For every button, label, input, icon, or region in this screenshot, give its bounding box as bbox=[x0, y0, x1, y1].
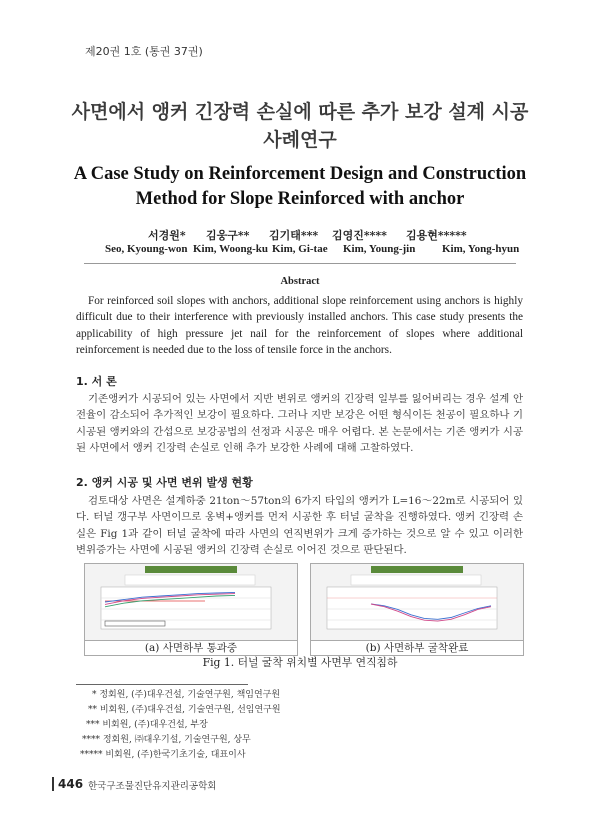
author-kr: 김기태*** bbox=[269, 229, 319, 242]
figure-b-chart bbox=[310, 563, 524, 641]
author-en: Seo, Kyoung-won bbox=[105, 243, 188, 255]
figure-a-svg bbox=[85, 564, 297, 640]
footnote: ***** 비회원, (주)한국기초기술, 대표이사 bbox=[80, 750, 246, 760]
section-2-text: 검토대상 사면은 설계하중 21ton～57ton의 6가지 타입의 앵커가 L=16～22m로 시공되어 있다. 터널 갱구부 사면이므로 옹벽+앵커를 먼저 시공한 후 터널 굴착을 진행하였다. 앵커 긴장력 손실은 Fig 1과 같이 터널 굴착에 따라 사면의 연직변위가 크게 증가하는 것으로 알 수 있고 이러한 변위증가는 사면에 시공된 앵커의 긴장력 손실로 이어진 것으로 판단된다. bbox=[76, 495, 523, 557]
footnote-divider bbox=[76, 684, 248, 685]
plot-area bbox=[327, 587, 497, 629]
figure-a-caption: (a) 사면하부 통과중 bbox=[84, 640, 298, 656]
footnote: * 정회원, (주)대우건설, 기술연구원, 책임연구원 bbox=[92, 690, 281, 700]
author-kr: 서경원* bbox=[148, 229, 186, 242]
author-en: Kim, Yong-hyun bbox=[442, 243, 520, 255]
figure-b-caption: (b) 사면하부 굴착완료 bbox=[310, 640, 524, 656]
author-en: Kim, Gi-tae bbox=[272, 243, 328, 255]
journal-name: 한국구조물진단유지관리공학회 bbox=[88, 781, 217, 792]
page-number: 446 bbox=[58, 777, 84, 791]
divider bbox=[84, 263, 516, 264]
plot-area bbox=[101, 587, 271, 629]
legend-box bbox=[351, 575, 481, 585]
footnote: ** 비회원, (주)대우건설, 기술연구원, 선임연구원 bbox=[88, 705, 281, 715]
author-kr: 김영진**** bbox=[332, 229, 387, 242]
title-english-line2: Method for Slope Reinforced with anchor bbox=[135, 189, 465, 209]
figure-a-chart bbox=[84, 563, 298, 641]
section-1-heading: 1. 서 론 bbox=[76, 375, 117, 388]
journal-issue-header: 제20권 1호 (통권 37권) bbox=[85, 45, 203, 58]
author-kr: 김웅구** bbox=[206, 229, 250, 242]
footnote: **** 정회원, ㈜대우기설, 기술연구원, 상무 bbox=[82, 735, 251, 745]
abstract-text: For reinforced soil slopes with anchors, additional slope reinforcement using anchors is highly difficult due to their interference with previously installed anchors. This case study presents the applicability of high pressure jet nail for the reinforcement of slopes where additional reinforcement is needed due to the loss of tensile force in the anchors. bbox=[76, 295, 523, 356]
figure-b-svg bbox=[311, 564, 523, 640]
title-korean-line1: 사면에서 앵커 긴장력 손실에 따른 추가 보강 설계 시공 bbox=[71, 101, 529, 123]
title-korean-line2: 사례연구 bbox=[263, 129, 337, 151]
section-2-heading: 2. 앵커 시공 및 사면 변위 발생 현황 bbox=[76, 476, 253, 489]
figure-caption: Fig 1. 터널 굴착 위치별 사면부 연직침하 bbox=[202, 656, 398, 669]
footer-bar bbox=[52, 777, 54, 791]
footnote: *** 비회원, (주)대우건설, 부장 bbox=[86, 720, 208, 730]
chart-title-bar bbox=[145, 566, 237, 573]
author-kr: 김용현***** bbox=[406, 229, 467, 242]
abstract-heading: Abstract bbox=[280, 276, 320, 287]
author-en: Kim, Young-jin bbox=[343, 243, 416, 255]
author-en: Kim, Woong-ku bbox=[193, 243, 268, 255]
legend-box bbox=[125, 575, 255, 585]
chart-title-bar bbox=[371, 566, 463, 573]
title-english-line1: A Case Study on Reinforcement Design and Construction bbox=[73, 164, 527, 184]
section-1-text: 기존앵커가 시공되어 있는 사면에서 지반 변위로 앵커의 긴장력 일부를 잃어버리는 경우 설계 안전율이 감소되어 추가적인 보강이 필요하다. 그러나 지반 보강은 어떤 형식이든 천공이 필요하나 기 시공된 앵커와의 간섭으로 보강공법의 선정과 시공은 매우 어렵다. 본 논문에서는 기존 앵커가 시공된 사면에서 앵커 긴장력 손실로 인해 추가 보강한 사례에 대해 고찰하였다. bbox=[76, 393, 523, 455]
